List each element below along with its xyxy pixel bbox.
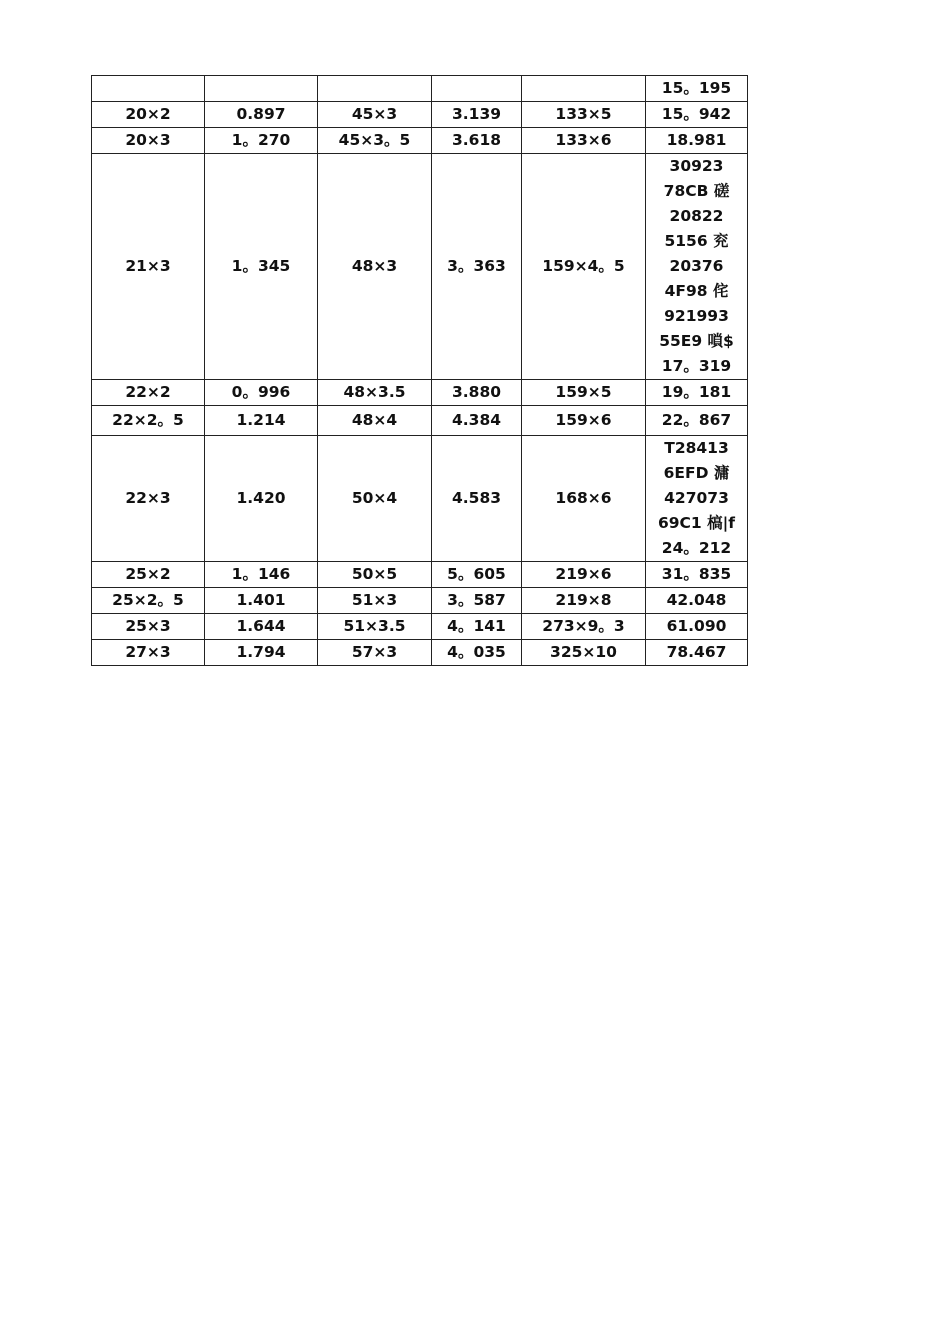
table-cell-multiline	[646, 436, 748, 562]
table-cell: 22。867	[646, 406, 748, 436]
table-cell: 45×3。5	[318, 128, 432, 154]
pipe-spec-table	[91, 75, 748, 666]
table-row	[92, 102, 748, 128]
table-cell	[318, 76, 432, 102]
table-row	[92, 588, 748, 614]
table-cell: 48×3	[318, 154, 432, 380]
cell-line: 427073	[664, 489, 729, 507]
table-cell: 0。996	[205, 380, 318, 406]
table-row	[92, 406, 748, 436]
table-cell: 3。587	[432, 588, 522, 614]
cell-line: 20822	[669, 207, 724, 225]
table-cell: 50×5	[318, 562, 432, 588]
table-cell	[522, 76, 646, 102]
table-row	[92, 436, 748, 562]
table-cell	[92, 76, 205, 102]
table-cell: 18.981	[646, 128, 748, 154]
table-cell: 133×5	[522, 102, 646, 128]
table-cell: 15。942	[646, 102, 748, 128]
table-cell: 31。835	[646, 562, 748, 588]
table-cell: 1。345	[205, 154, 318, 380]
table-cell: 25×2	[92, 562, 205, 588]
table-cell: 273×9。3	[522, 614, 646, 640]
table-cell: 48×3.5	[318, 380, 432, 406]
cell-line: 20376	[669, 257, 724, 275]
table-cell: 15。195	[646, 76, 748, 102]
table-cell: 51×3	[318, 588, 432, 614]
cell-line: 55E9 嗩$	[659, 332, 734, 350]
table-cell: 22×3	[92, 436, 205, 562]
table-cell: 3.618	[432, 128, 522, 154]
table-cell: 4.384	[432, 406, 522, 436]
table-cell: 1.420	[205, 436, 318, 562]
table-cell: 25×2。5	[92, 588, 205, 614]
table-cell: 48×4	[318, 406, 432, 436]
table-cell: 3.880	[432, 380, 522, 406]
table-cell: 50×4	[318, 436, 432, 562]
table-cell	[205, 76, 318, 102]
table-row	[92, 128, 748, 154]
table-cell: 219×8	[522, 588, 646, 614]
table-cell: 27×3	[92, 640, 205, 666]
table-cell: 159×5	[522, 380, 646, 406]
cell-line: T28413	[664, 439, 729, 457]
table-cell: 78.467	[646, 640, 748, 666]
table-cell: 20×3	[92, 128, 205, 154]
table-cell: 168×6	[522, 436, 646, 562]
table-cell: 5。605	[432, 562, 522, 588]
table-cell: 1.401	[205, 588, 318, 614]
cell-line: 24。212	[661, 539, 732, 557]
table-cell: 1。270	[205, 128, 318, 154]
cell-line: 5156 兖	[664, 232, 729, 250]
table-cell: 42.048	[646, 588, 748, 614]
table-cell-multiline	[646, 154, 748, 380]
cell-line: 6EFD 滽	[663, 464, 730, 482]
table-cell: 1.214	[205, 406, 318, 436]
table-cell: 0.897	[205, 102, 318, 128]
table-cell: 61.090	[646, 614, 748, 640]
table-row	[92, 154, 748, 380]
table-cell: 45×3	[318, 102, 432, 128]
table-cell: 57×3	[318, 640, 432, 666]
table-cell: 21×3	[92, 154, 205, 380]
table-cell: 133×6	[522, 128, 646, 154]
table-row	[92, 76, 748, 102]
table-cell: 3。363	[432, 154, 522, 380]
cell-line: 78CB 磋	[663, 182, 730, 200]
cell-line: 30923	[669, 157, 724, 175]
table-cell: 159×6	[522, 406, 646, 436]
table-cell: 25×3	[92, 614, 205, 640]
table-row	[92, 640, 748, 666]
table-cell: 22×2。5	[92, 406, 205, 436]
table-cell: 159×4。5	[522, 154, 646, 380]
table-cell: 1.794	[205, 640, 318, 666]
table-row	[92, 380, 748, 406]
table-cell: 325×10	[522, 640, 646, 666]
cell-line: 69C1 槁|f	[657, 514, 736, 532]
cell-line: 921993	[664, 307, 729, 325]
table-row	[92, 614, 748, 640]
table-cell: 4.583	[432, 436, 522, 562]
table-cell: 1。146	[205, 562, 318, 588]
table-cell	[432, 76, 522, 102]
table-cell: 20×2	[92, 102, 205, 128]
table-cell: 4。141	[432, 614, 522, 640]
cell-line: 4F98 侘	[664, 282, 729, 300]
table-cell: 4。035	[432, 640, 522, 666]
table-cell: 219×6	[522, 562, 646, 588]
table-cell: 3.139	[432, 102, 522, 128]
table-cell: 1.644	[205, 614, 318, 640]
table-cell: 22×2	[92, 380, 205, 406]
table-cell: 51×3.5	[318, 614, 432, 640]
table-row	[92, 562, 748, 588]
cell-line: 17。319	[661, 357, 732, 375]
table-cell: 19。181	[646, 380, 748, 406]
